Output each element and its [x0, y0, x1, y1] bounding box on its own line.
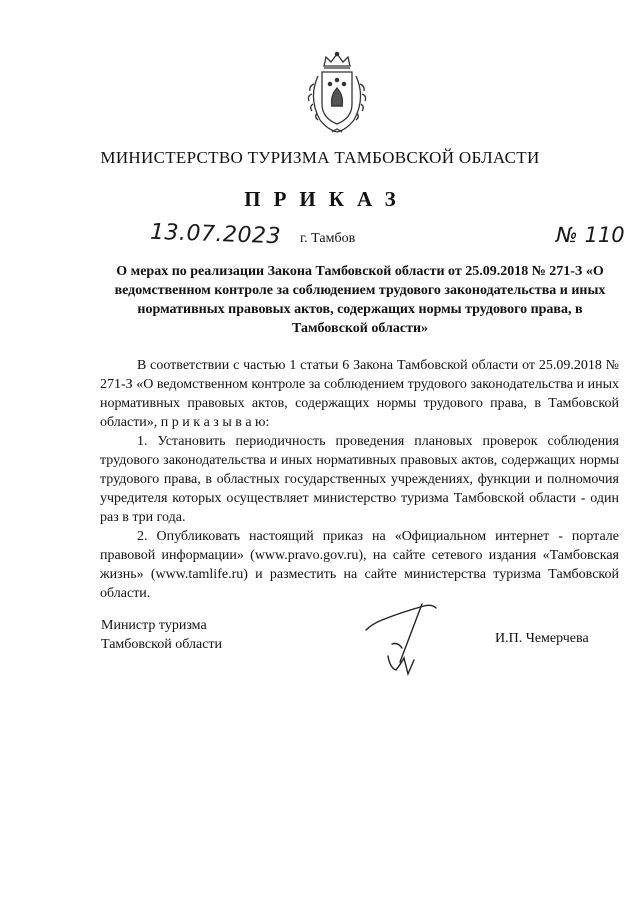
order-date: 13.07.2023: [149, 219, 282, 250]
order-city: г. Тамбов: [300, 231, 356, 246]
body-intro: В соответствии с частью 1 статьи 6 Закона Тамбовской области от 25.09.2018 № 271-З «О ведомственном контроле за соблюдением трудового законодательства и иных нормативных правовых актов, содержащих нормы трудового права, в Тамбовской области», п р и к а з ы в а ю:: [100, 358, 619, 430]
signatory-role: [101, 616, 222, 654]
order-number: № 110: [556, 223, 625, 247]
coat-of-arms-icon: [302, 50, 372, 136]
body-item-1: 1. Установить периодичность проведения плановых проверок соблюдения трудового законодательства и иных нормативных правовых актов, содержащих нормы трудового права, в областных государственных учреждениях, функции и полномочия учредителя которых осуществляет министерство туризма Тамбовской области - один раз в три года.: [100, 434, 619, 525]
signatory-role-line-2: Тамбовской области: [101, 637, 223, 652]
order-title: О мерах по реализации Закона Тамбовской области от 25.09.2018 № 271-З «О ведомственном контроле за соблюдением трудового законодательства и иных нормативных правовых актов, содержащих нормы трудового права, в Тамбовской области»: [114, 264, 606, 336]
body-item-2: 2. Опубликовать настоящий приказ на «Официальном интернет - портале правовой информации» (www.pravo.gov.ru), на сайте сетевого издания «Тамбовская жизнь» (www.tamlife.ru) и разместить на сайте министерства туризма Тамбовской области.: [100, 529, 619, 601]
signatory-role-line-1: Министр туризма: [101, 618, 207, 633]
signature-icon: [362, 600, 450, 682]
signatory-name: И.П. Чемерчева: [495, 631, 589, 646]
ministry-name: МИНИСТЕРСТВО ТУРИЗМА ТАМБОВСКОЙ ОБЛАСТИ: [100, 148, 540, 167]
document-type: ПРИКАЗ: [244, 187, 409, 211]
order-body: [100, 356, 619, 603]
